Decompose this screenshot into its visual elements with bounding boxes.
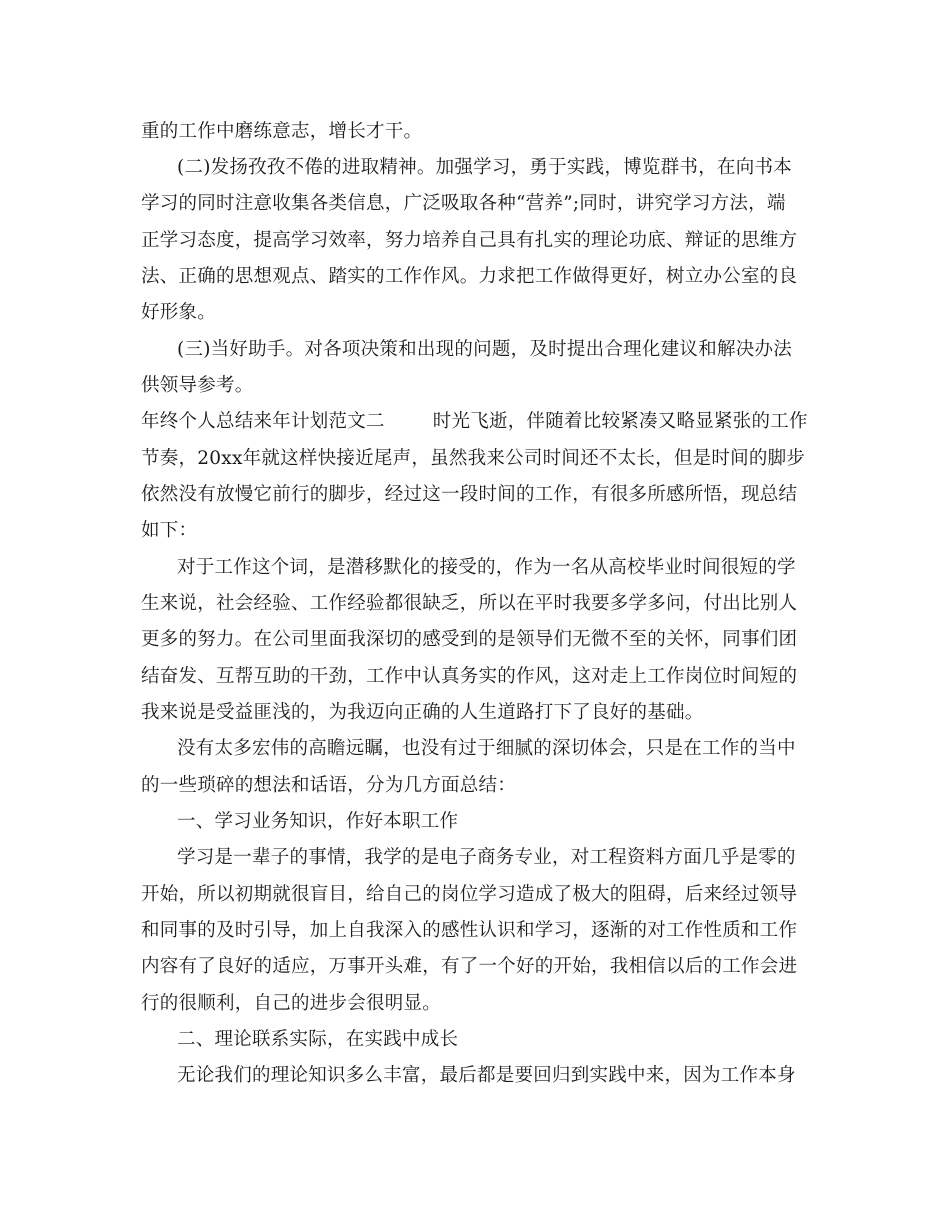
section-heading: 年终个人总结来年计划范文二	[141, 411, 385, 432]
paragraph-line: 行的很顺利，自己的进步会很明显。	[141, 993, 442, 1014]
paragraph-line: (二)发扬孜孜不倦的进取精神。加强学习，勇于实践，博览群书，在向书本	[177, 157, 792, 178]
paragraph-line: 如下：	[141, 520, 198, 541]
paragraph-line: 生来说，社会经验、工作经验都很缺乏，所以在平时我要多学多问，付出比别人	[141, 593, 798, 614]
paragraph-line: 法、正确的思想观点、踏实的工作作风。力求把工作做得更好，树立办公室的良	[141, 266, 798, 287]
paragraph-line: 的一些琐碎的想法和话语，分为几方面总结：	[141, 775, 517, 796]
subsection-heading: 一、学习业务知识，作好本职工作	[177, 811, 459, 832]
paragraph-line: 我来说是受益匪浅的，为我迈向正确的人生道路打下了良好的基础。	[141, 702, 704, 723]
paragraph-line: 和同事的及时引导，加上自我深入的感性认识和学习，逐渐的对工作性质和工作	[141, 920, 798, 941]
paragraph-line: 结奋发、互帮互助的干劲，工作中认真务实的作风，这对走上工作岗位时间短的	[141, 666, 798, 687]
paragraph-line: (三)当好助手。对各项决策和出现的问题，及时提出合理化建议和解决办法	[177, 339, 792, 360]
paragraph-line: 供领导参考。	[141, 375, 254, 396]
subsection-heading: 二、理论联系实际，在实践中成长	[177, 1029, 459, 1050]
paragraph-line: 内容有了良好的适应，万事开头难，有了一个好的开始，我相信以后的工作会进	[141, 956, 798, 977]
paragraph-line: 好形象。	[141, 302, 217, 323]
paragraph-line: 正学习态度，提高学习效率，努力培养自己具有扎实的理论功底、辩证的思维方	[141, 230, 798, 251]
paragraph-line: 对于工作这个词，是潜移默化的接受的，作为一名从高校毕业时间很短的学	[177, 557, 796, 578]
paragraph-line: 更多的努力。在公司里面我深切的感受到的是领导们无微不至的关怀，同事们团	[141, 629, 798, 650]
paragraph-line: 依然没有放慢它前行的脚步，经过这一段时间的工作，有很多所感所悟，现总结	[141, 484, 798, 505]
paragraph-line: 学习是一辈子的事情，我学的是电子商务专业，对工程资料方面几乎是零的	[177, 847, 796, 868]
paragraph-line: 节奏，20xx年就这样快接近尾声，虽然我来公司时间还不太长，但是时间的脚步	[141, 448, 806, 469]
paragraph-line: 无论我们的理论知识多么丰富，最后都是要回归到实践中来，因为工作本身	[177, 1065, 796, 1086]
paragraph-line: 没有太多宏伟的高瞻远瞩，也没有过于细腻的深切体会，只是在工作的当中	[177, 738, 796, 759]
paragraph-line: 开始，所以初期就很盲目，给自己的岗位学习造成了极大的阻碍，后来经过领导	[141, 884, 798, 905]
paragraph-line: 重的工作中磨练意志，增长才干。	[141, 121, 423, 142]
paragraph-line: 时光飞逝，伴随着比较紧凑又略显紧张的工作	[432, 411, 808, 432]
section-heading-line	[0, 407, 950, 437]
paragraph-line: 学习的同时注意收集各类信息，广泛吸取各种“营养”;同时，讲究学习方法，端	[141, 193, 786, 214]
